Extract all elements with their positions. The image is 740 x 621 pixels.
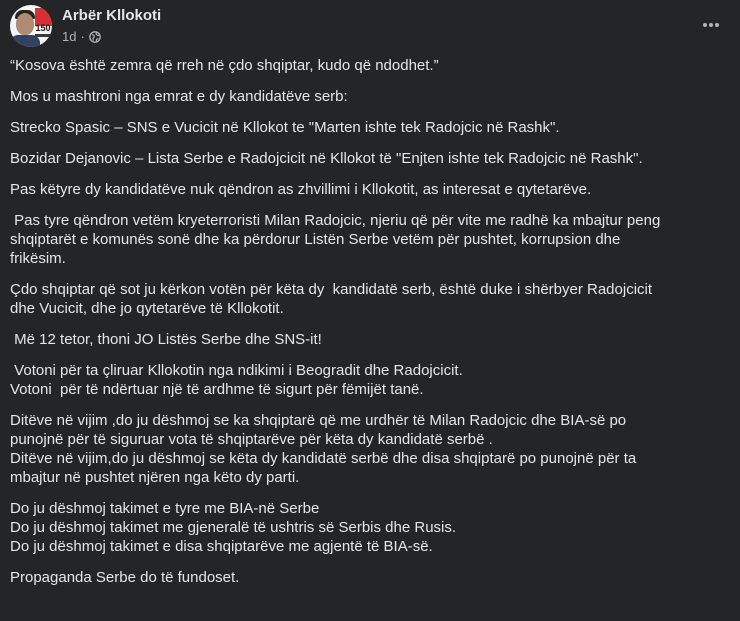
paragraph-1: “Kosova është zemra që rreh në çdo shqiptar, kudo që ndodhet.”	[10, 57, 439, 74]
paragraph-2: Mos u mashtroni nga emrat e dy kandidatëve serb:	[10, 88, 348, 105]
globe-icon[interactable]	[89, 31, 101, 43]
author-name[interactable]: Arbër Kllokoti	[62, 7, 162, 24]
paragraph-6: Pas tyre qëndron vetëm kryeterroristi Milan Radojcic, njeriu që për vite me radhë ka mbajtur peng shqiptarët e komunës sonë dhe ka përdorur Listën Serbe vetëm për pushtet, korrupsion dhe frikësim.	[10, 212, 661, 267]
post-meta	[62, 29, 101, 44]
author-avatar[interactable]	[10, 5, 52, 47]
avatar-badge-bar	[35, 34, 51, 37]
post-message	[10, 56, 730, 599]
post-header	[0, 0, 740, 50]
paragraph-11: Do ju dëshmoj takimet e tyre me BIA-në Serbe Do ju dëshmoj takimet me gjeneralë të ushtris së Serbis dhe Rusis. Do ju dëshmoj takimet e disa shqiptarëve me agjentë të BIA-së.	[10, 500, 457, 555]
paragraph-5: Pas këtyre dy kandidatëve nuk qëndron as zhvillimi i Kllokotit, as interesat e qytetarëve.	[10, 181, 592, 198]
paragraph-3: Strecko Spasic – SNS e Vucicit në Kllokot te "Marten ishte tek Radojcic në Rashk".	[10, 119, 560, 136]
more-options-icon[interactable]	[698, 12, 724, 38]
paragraph-9: Votoni për ta çliruar Kllokotin nga ndikimi i Beogradit dhe Radojcicit. Votoni për të ndërtuar një të ardhme të sigurt për fëmijët tanë.	[10, 362, 463, 398]
paragraph-7: Çdo shqiptar që sot ju kërkon votën për këta dy kandidatë serb, është duke i shërbyer Radojcicit dhe Vucicit, dhe jo qytetarëve të Kllokotit.	[10, 281, 653, 317]
paragraph-8: Më 12 tetor, thoni JO Listës Serbe dhe SNS-it!	[10, 331, 322, 348]
paragraph-4: Bozidar Dejanovic – Lista Serbe e Radojcicit në Kllokot të "Enjten ishte tek Radojcic në Rashk".	[10, 150, 643, 167]
paragraph-10: Ditëve në vijim ,do ju dëshmoj se ka shqiptarë që me urdhër të Milan Radojcic dhe BIA-së po punojnë për të siguruar vota të shqiptarëve për këta dy kandidatë serbë . Ditëve në vijim,do ju dëshmoj se këta dy kandidatë serbë dhe disa shqiptarë po punojnë për ta mbajtur në pushtet njëren nga këto dy parti.	[10, 412, 637, 486]
post-time[interactable]: 1d	[62, 29, 77, 44]
avatar-face	[16, 13, 34, 35]
avatar-badge-number: 150	[35, 23, 51, 33]
paragraph-12: Propaganda Serbe do të fundoset.	[10, 569, 240, 586]
meta-separator: ·	[80, 29, 85, 44]
